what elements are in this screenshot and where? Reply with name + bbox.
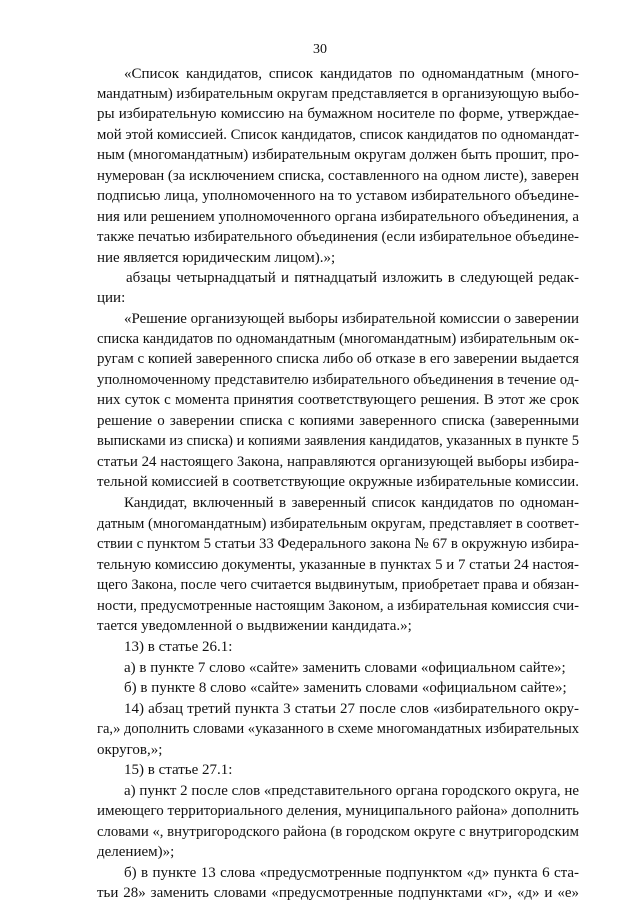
paragraph-10-line-2: имеющего территориального деления, муниципального района» дополнить	[97, 803, 579, 819]
paragraph-6-line-1: а) в пункте 7 слово «сайте» заменить словами «официальном сайте»;	[124, 660, 566, 676]
paragraph-3-line-1: «Решение организующей выборы избирательной комиссии о заверении	[124, 311, 579, 327]
paragraph-1-line-3: ры избирательную комиссию на бумажном носителе по форме, утверждае-	[97, 106, 579, 122]
paragraph-2-line-2: ции:	[97, 290, 126, 306]
paragraph-8-line-2: га,» дополнить словами «указанного в схеме многомандатных избирательных	[97, 721, 579, 737]
paragraph-1-line-8: ния или решением уполномоченного органа избирательного объединения, а	[97, 209, 579, 225]
paragraph-9-line-1: 15) в статье 27.1:	[124, 762, 233, 778]
paragraph-3-line-9: тельной комиссией в соответствующие окружные избирательные комиссии.	[97, 474, 579, 490]
paragraph-7-line-1: б) в пункте 8 слово «сайте» заменить словами «официальном сайте»;	[124, 680, 567, 696]
paragraph-4-line-4: тельную комиссию документы, указанные в пунктах 5 и 7 статьи 24 настоя-	[97, 557, 579, 573]
paragraph-3-line-8: статьи 24 настоящего Закона, направляются организующей выборы избира-	[97, 454, 579, 470]
paragraph-5-line-1: 13) в статье 26.1:	[124, 639, 233, 655]
paragraph-4-line-3: ствии с пунктом 5 статьи 33 Федерального закона № 67 в окружную избира-	[97, 536, 579, 552]
paragraph-2-line-1: абзацы четырнадцатый и пятнадцатый изложить в следующей редак-	[126, 270, 579, 286]
paragraph-8-line-1: 14) абзац третий пункта 3 статьи 27 после слов «избирательного окру-	[124, 701, 579, 717]
page-number: 30	[313, 42, 327, 57]
paragraph-11-line-2: тьи 28» заменить словами «предусмотренные подпунктами «г», «д» и «е»	[97, 885, 579, 901]
paragraph-8-line-3: округов,»;	[97, 742, 163, 758]
paragraph-1-line-1: «Список кандидатов, список кандидатов по одномандатным (много-	[124, 66, 579, 82]
paragraph-1-line-6: нумерован (за исключением списка, составленного на одном листе), заверен	[97, 168, 579, 184]
paragraph-1-line-4: мой этой комиссией. Список кандидатов, список кандидатов по одномандат-	[97, 127, 579, 143]
paragraph-3-line-2: списка кандидатов по одномандатным (многомандатным) избирательным ок-	[97, 331, 579, 347]
paragraph-4-line-5: щего Закона, после чего считается выдвинутым, приобретает права и обязан-	[97, 577, 579, 593]
paragraph-10-line-3: словами «, внутригородского района (в городском округе с внутригородским	[97, 824, 579, 840]
paragraph-3-line-6: решение о заверении списка с копиями заверенного списка (заверенными	[97, 413, 579, 429]
paragraph-1-line-5: ным (многомандатным) избирательным округам должен быть прошит, про-	[97, 147, 579, 163]
paragraph-4-line-6: ности, предусмотренные настоящим Законом, а избирательная комиссия счи-	[97, 598, 579, 614]
paragraph-1-line-7: подписью лица, уполномоченного на то уставом избирательного объедине-	[97, 188, 579, 204]
paragraph-11-line-1: б) в пункте 13 слова «предусмотренные подпунктом «д» пункта 6 ста-	[124, 865, 579, 881]
paragraph-1-line-9: также печатью избирательного объединения (если избирательное объедине-	[97, 229, 579, 245]
paragraph-1-line-10: ние является юридическим лицом).»;	[97, 250, 336, 266]
paragraph-3-line-5: них суток с момента принятия соответствующего решения. В этот же срок	[97, 392, 579, 408]
paragraph-10-line-4: делением)»;	[97, 844, 175, 860]
paragraph-10-line-1: а) пункт 2 после слов «представительного органа городского округа, не	[124, 783, 579, 799]
paragraph-3-line-4: уполномоченному представителю избирательного объединения в течение од-	[97, 372, 579, 388]
paragraph-4-line-1: Кандидат, включенный в заверенный список кандидатов по одноман-	[124, 495, 579, 511]
paragraph-1-line-2: мандатным) избирательным округам представляется в организующую выбо-	[97, 86, 579, 102]
paragraph-4-line-7: тается уведомленной о выдвижении кандидата.»;	[97, 618, 412, 634]
paragraph-4-line-2: датным (многомандатным) избирательным округам, представляет в соответ-	[97, 516, 579, 532]
paragraph-3-line-3: ругам с копией заверенного списка либо об отказе в его заверении выдается	[97, 351, 579, 367]
paragraph-3-line-7: выписками из списка) и копиями заявления кандидатов, указанных в пункте 5	[97, 433, 579, 449]
